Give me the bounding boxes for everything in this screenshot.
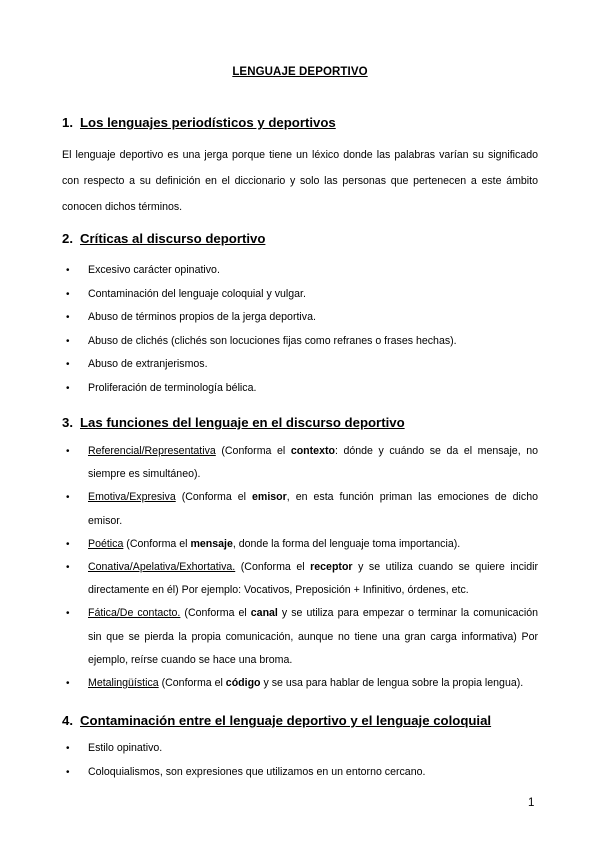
section-title: Las funciones del lenguaje en el discurso deportivo [80, 415, 405, 430]
bullet-icon: • [66, 288, 70, 300]
list-item: • Coloquialismos, son expresiones que utilizamos en un entorno cercano. [62, 761, 538, 785]
section-3-heading [62, 415, 538, 433]
bullet-icon: • [66, 678, 70, 690]
list-item: • Abuso de clichés (clichés son locuciones fijas como refranes o frases hechas). [62, 330, 538, 354]
bullet-icon: • [66, 359, 70, 370]
bullet-icon: • [66, 312, 70, 323]
list-item: • Proliferación de terminología bélica. [62, 377, 538, 401]
bullet-icon: • [66, 492, 70, 504]
bullet-icon: • [66, 446, 70, 457]
section-number: 3. [62, 415, 73, 430]
function-key: emisor [252, 491, 287, 504]
bullet-icon: • [66, 382, 70, 394]
function-key: contexto [290, 445, 335, 457]
list-item: • Emotiva/Expresiva (Conforma el emisor, en esta función priman las emociones de dicho emisor. [62, 486, 538, 532]
contamination-list [62, 737, 538, 784]
list-item: • Metalingüística (Conforma el código y se usa para hablar de lengua sobre la propia lengua). [62, 672, 538, 695]
bullet-icon: • [66, 335, 70, 347]
section-1-heading [62, 115, 538, 133]
section-title: Contaminación entre el lenguaje deportivo y el lenguaje coloquial [80, 713, 492, 728]
list-item: • Excesivo carácter opinativo. [62, 259, 538, 283]
section-1-paragraph: El lenguaje deportivo es una jerga porque tiene un léxico donde las palabras varían su significado con respecto a su definición en el diccionario y solo las personas que pertenecen a este ámbito conocen dichos términos. [62, 149, 538, 213]
list-item: • Fática/De contacto. (Conforma el canal y se utiliza para empezar o terminar la comunicación sin que se pierda la propia comunicación, aunque no tiene una gran carga informativa) Por ejemplo, reírse cuando se hace una broma. [62, 602, 538, 672]
section-4-heading [62, 713, 538, 731]
section-number: 4. [62, 713, 73, 728]
section-3 [62, 415, 538, 695]
section-4 [62, 713, 538, 784]
list-item: • Conativa/Apelativa/Exhortativa. (Conforma el receptor y se utiliza cuando se quiere incidir directamente en él) Por ejemplo: Vocativos, Preposición + Infinitivo, órdenes, etc. [62, 556, 538, 602]
function-name: Poética [88, 537, 124, 550]
function-key: canal [250, 607, 278, 620]
list-item: • Poética (Conforma el mensaje, donde la forma del lenguaje toma importancia). [62, 533, 538, 556]
function-name: Emotiva/Expresiva [88, 491, 176, 504]
list-item: • Abuso de términos propios de la jerga deportiva. [62, 306, 538, 330]
bullet-icon: • [66, 766, 70, 778]
bullet-icon: • [66, 265, 70, 276]
function-name: Referencial/Representativa [88, 445, 216, 457]
section-1 [62, 115, 538, 220]
bullet-icon: • [66, 538, 70, 550]
list-item: • Estilo opinativo. [62, 737, 538, 761]
document-title: LENGUAJE DEPORTIVO [232, 66, 368, 78]
section-2 [62, 231, 538, 400]
bullet-icon: • [66, 743, 70, 754]
function-key: mensaje [190, 537, 233, 550]
section-title: Los lenguajes periodísticos y deportivos [80, 115, 336, 130]
list-item: • Contaminación del lenguaje coloquial y vulgar. [62, 283, 538, 307]
function-name: Conativa/Apelativa/Exhortativa. [88, 561, 236, 574]
section-number: 1. [62, 115, 73, 130]
page-number: 1 [528, 797, 535, 809]
function-key: código [225, 677, 261, 690]
section-2-heading [62, 231, 538, 249]
critique-list [62, 259, 538, 400]
list-item: • Referencial/Representativa (Conforma el contexto: dónde y cuándo se da el mensaje, no siempre es simultáneo). [62, 440, 538, 486]
bullet-icon: • [66, 608, 70, 620]
bullet-icon: • [66, 562, 70, 574]
section-number: 2. [62, 231, 73, 246]
function-name: Fática/De contacto. [88, 607, 181, 620]
list-item: • Abuso de extranjerismos. [62, 353, 538, 377]
language-functions-list [62, 440, 538, 695]
section-title: Críticas al discurso deportivo [80, 231, 266, 246]
function-name: Metalingüística [88, 677, 159, 690]
function-key: receptor [310, 561, 353, 574]
